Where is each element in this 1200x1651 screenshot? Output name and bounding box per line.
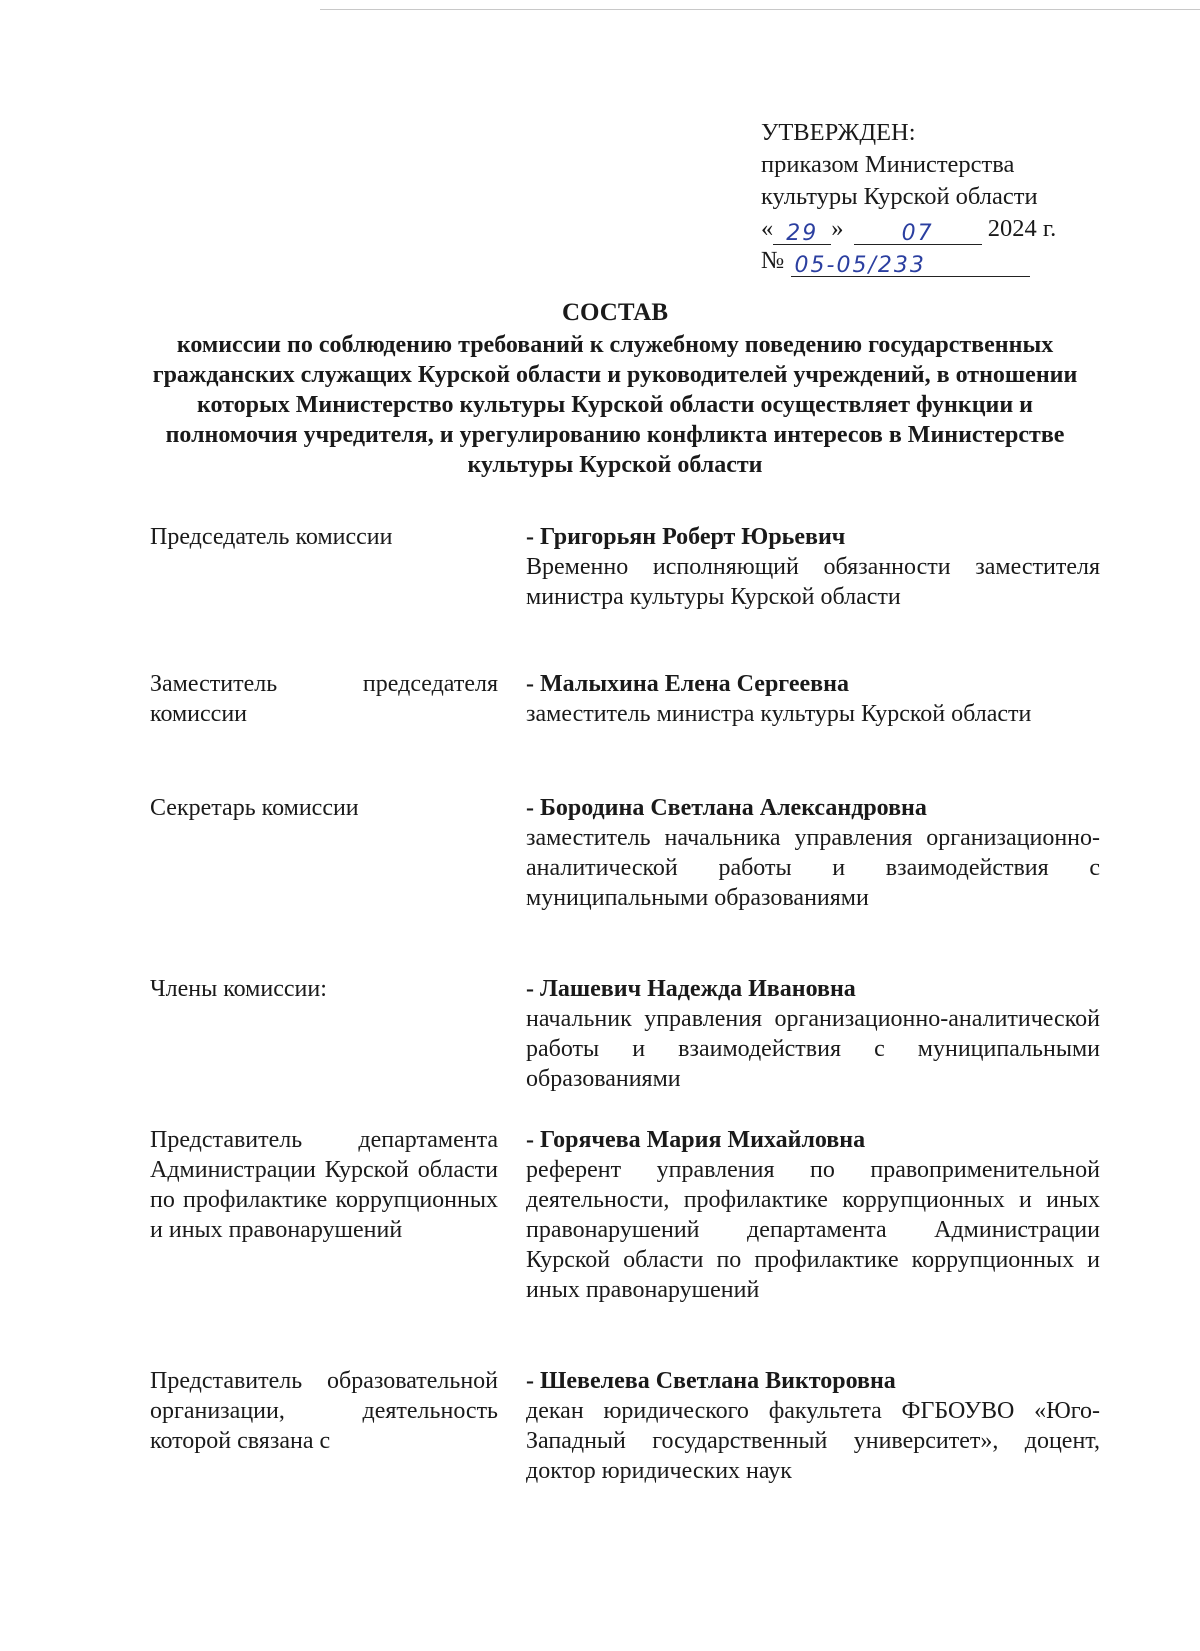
member-row-department-representative <box>150 1125 1100 1366</box>
number-handwritten: 05-05/233 <box>794 253 926 278</box>
member-role: Члены комиссии: <box>150 976 327 1002</box>
date-year: 2024 г. <box>987 215 1057 242</box>
member-row-deputy-chairman <box>150 669 1100 793</box>
member-info <box>526 1366 1100 1486</box>
member-position: референт управления по правоприменительной деятельности, профилактике коррупционных и иных правонарушений департамента Администрации Курской области по профилактике коррупционных и иных правонарушений <box>526 1157 1100 1303</box>
member-info <box>526 522 1100 669</box>
date-day-handwritten: 29 <box>786 221 819 246</box>
page-top-edge-line <box>320 9 1200 10</box>
approval-order-line-2: культуры Курской области <box>761 183 1038 210</box>
member-info <box>526 793 1100 974</box>
member-position: Временно исполняющий обязанности заместителя министра культуры Курской области <box>526 554 1100 610</box>
member-name: - Горячева Мария Михайловна <box>526 1127 866 1153</box>
member-role: Представитель образовательной организации, деятельность которой связана с <box>150 1368 498 1454</box>
document-subtitle: комиссии по соблюдению требований к служебному поведению государственных гражданских служащих Курской области и руководителей учреждений, в отношении которых Министерство культуры Курской области осуществляет функции и полномочия учредителя, и урегулированию конфликта интересов в Министерстве культуры Курской области <box>152 332 1078 478</box>
document-title: СОСТАВ <box>561 299 669 326</box>
approval-stamp-block <box>761 117 1101 277</box>
number-field <box>791 249 1030 277</box>
member-info <box>526 669 1100 793</box>
member-position: заместитель министра культуры Курской области <box>526 701 1032 727</box>
member-row-secretary <box>150 793 1100 974</box>
member-role: Заместитель председателя комиссии <box>150 671 498 727</box>
member-name: - Бородина Светлана Александровна <box>526 795 927 821</box>
member-row-members <box>150 974 1100 1125</box>
member-info <box>526 1125 1100 1366</box>
date-close-quote: » <box>831 215 844 242</box>
member-row-chairman <box>150 522 1100 669</box>
date-day-field <box>773 217 831 245</box>
date-month-handwritten: 07 <box>901 221 934 246</box>
date-open-quote: « <box>761 215 774 242</box>
member-role: Представитель департамента Администрации Курской области по профилактике коррупционных и иных правонарушений <box>150 1127 498 1243</box>
approval-number-line <box>761 245 1101 277</box>
member-name: - Шевелева Светлана Викторовна <box>526 1368 896 1394</box>
approval-heading: УТВЕРЖДЕН: <box>761 119 916 146</box>
commission-members-list <box>150 522 1100 1486</box>
approval-date-line <box>761 213 1101 245</box>
member-position: начальник управления организационно-аналитической работы и взаимодействия с муниципальными образованиями <box>526 1006 1100 1092</box>
member-position: декан юридического факультета ФГБОУВО «Юго-Западный государственный университет», доцент, доктор юридических наук <box>526 1398 1100 1484</box>
approval-order-line-1: приказом Министерства <box>761 151 1015 178</box>
member-position: заместитель начальника управления организационно-аналитической работы и взаимодействия с муниципальными образованиями <box>526 825 1100 911</box>
member-role: Председатель комиссии <box>150 524 393 550</box>
member-name: - Григорьян Роберт Юрьевич <box>526 524 846 550</box>
document-title-block <box>130 298 1100 480</box>
member-name: - Лашевич Надежда Ивановна <box>526 976 856 1002</box>
number-label: № <box>761 247 785 274</box>
member-role: Секретарь комиссии <box>150 795 359 821</box>
member-name: - Малыхина Елена Сергеевна <box>526 671 849 697</box>
member-info <box>526 974 1100 1125</box>
member-row-education-representative <box>150 1366 1100 1486</box>
date-month-field <box>854 217 982 245</box>
